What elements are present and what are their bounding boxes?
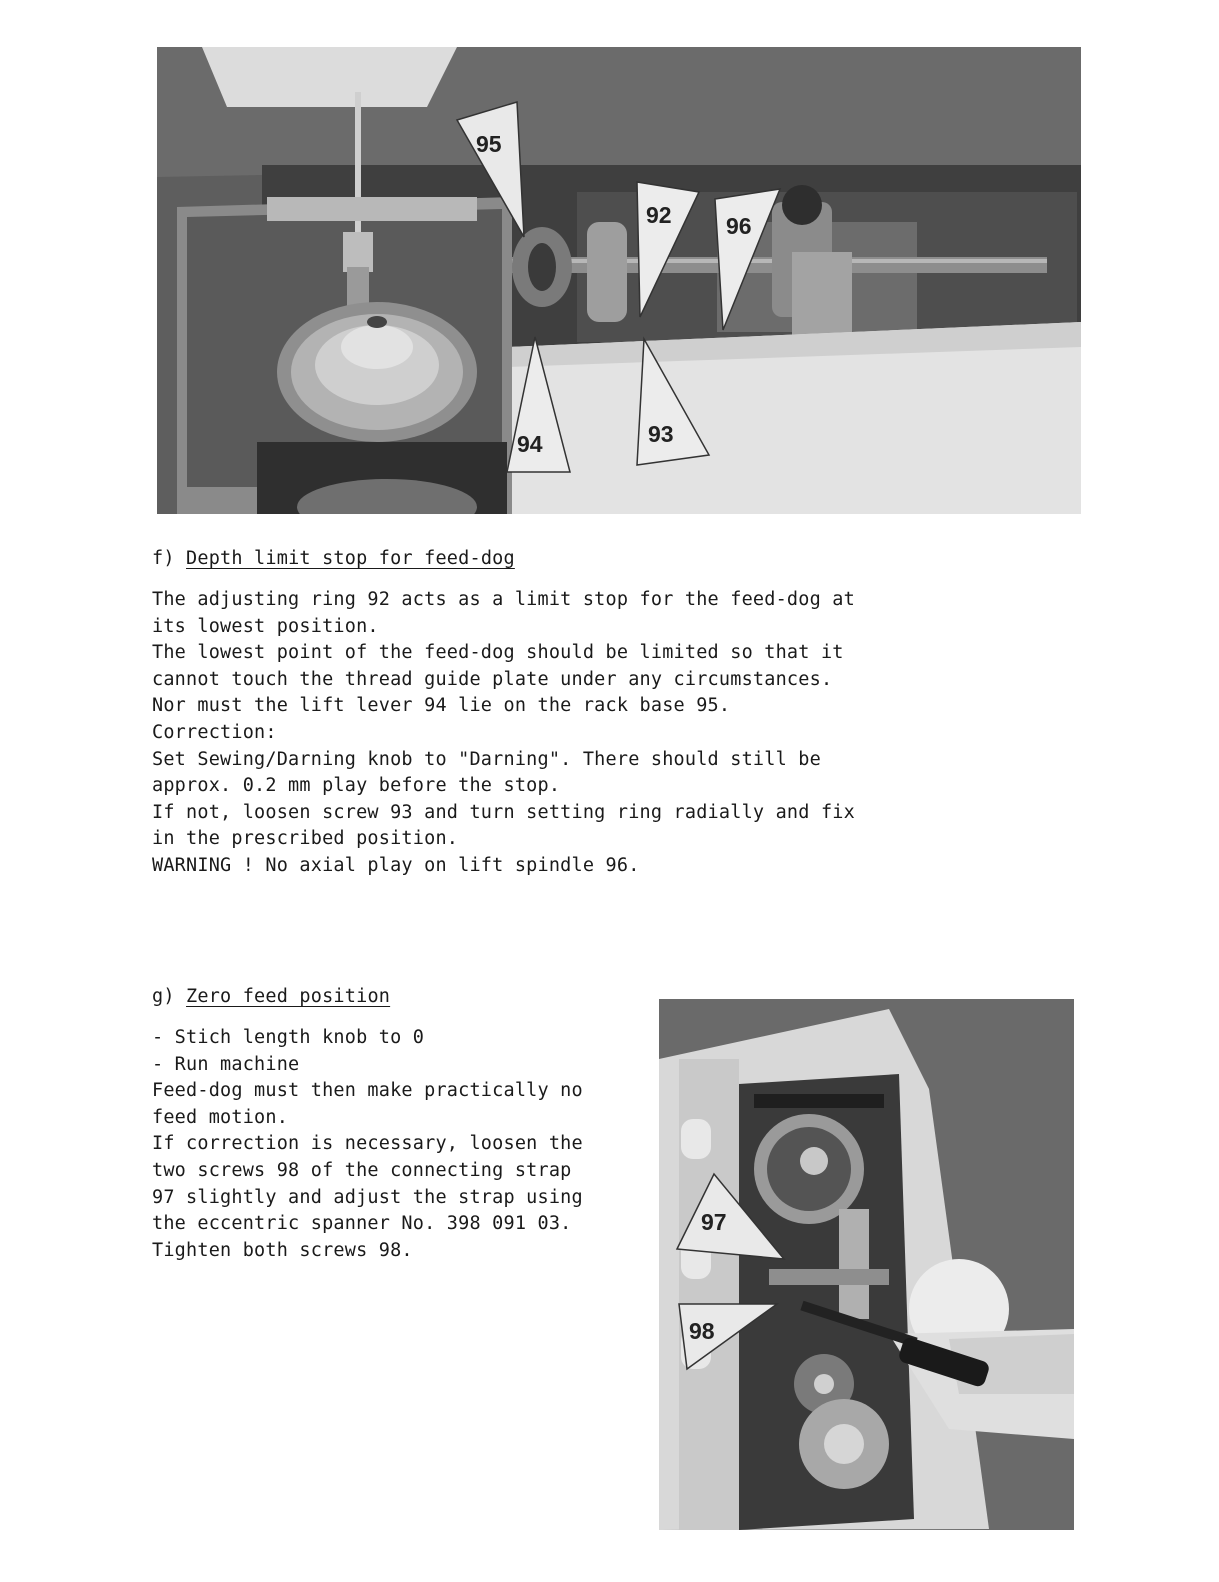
photo-connecting-strap [659, 999, 1074, 1530]
section-g-line: 97 slightly and adjust the strap using [152, 1186, 583, 1208]
section-f-line: in the prescribed position. [152, 828, 459, 850]
section-f-letter: f) [152, 548, 175, 569]
callout-98: 98 [689, 1318, 715, 1344]
section-f-title: Depth limit stop for feed-dog [186, 548, 515, 569]
section-g-line: - Run machine [152, 1053, 300, 1075]
callout-97: 97 [701, 1209, 727, 1235]
callout-94: 94 [517, 431, 543, 457]
photo-feed-dog-mechanism [157, 47, 1081, 514]
section-f-line: The adjusting ring 92 acts as a limit stop for the feed-dog at [152, 589, 855, 610]
section-g-line: feed motion. [152, 1106, 289, 1128]
section-f-body [152, 587, 952, 880]
section-f-heading [152, 548, 515, 569]
callout-96: 96 [726, 213, 752, 239]
section-f-warning: WARNING ! No axial play on lift spindle 96. [152, 854, 640, 876]
section-f-line: its lowest position. [152, 615, 379, 637]
section-g-line: Tighten both screws 98. [152, 1239, 413, 1261]
section-f-line: Nor must the lift lever 94 lie on the rack base 95. [152, 695, 731, 717]
section-g-line: If correction is necessary, loosen the [152, 1133, 583, 1155]
section-f-line: approx. 0.2 mm play before the stop. [152, 775, 561, 797]
callout-95: 95 [476, 131, 502, 157]
section-g-line: - Stich length knob to 0 [152, 1027, 425, 1048]
callout-92: 92 [646, 202, 672, 228]
section-f-line: cannot touch the thread guide plate under any circumstances. [152, 668, 833, 690]
section-f-line: If not, loosen screw 93 and turn setting ring radially and fix [152, 801, 855, 823]
section-f-line: The lowest point of the feed-dog should be limited so that it [152, 642, 844, 664]
section-g-body [152, 1025, 642, 1264]
callout-93: 93 [648, 421, 674, 447]
section-g-line: two screws 98 of the connecting strap [152, 1159, 572, 1181]
section-g-title: Zero feed position [186, 986, 391, 1007]
section-f-line: Set Sewing/Darning knob to "Darning". There should still be [152, 748, 821, 770]
section-g-heading [152, 986, 390, 1007]
section-g-line: Feed-dog must then make practically no [152, 1080, 583, 1102]
section-g-letter: g) [152, 986, 175, 1007]
section-f-line: Correction: [152, 721, 277, 743]
section-g-line: the eccentric spanner No. 398 091 03. [152, 1213, 572, 1235]
